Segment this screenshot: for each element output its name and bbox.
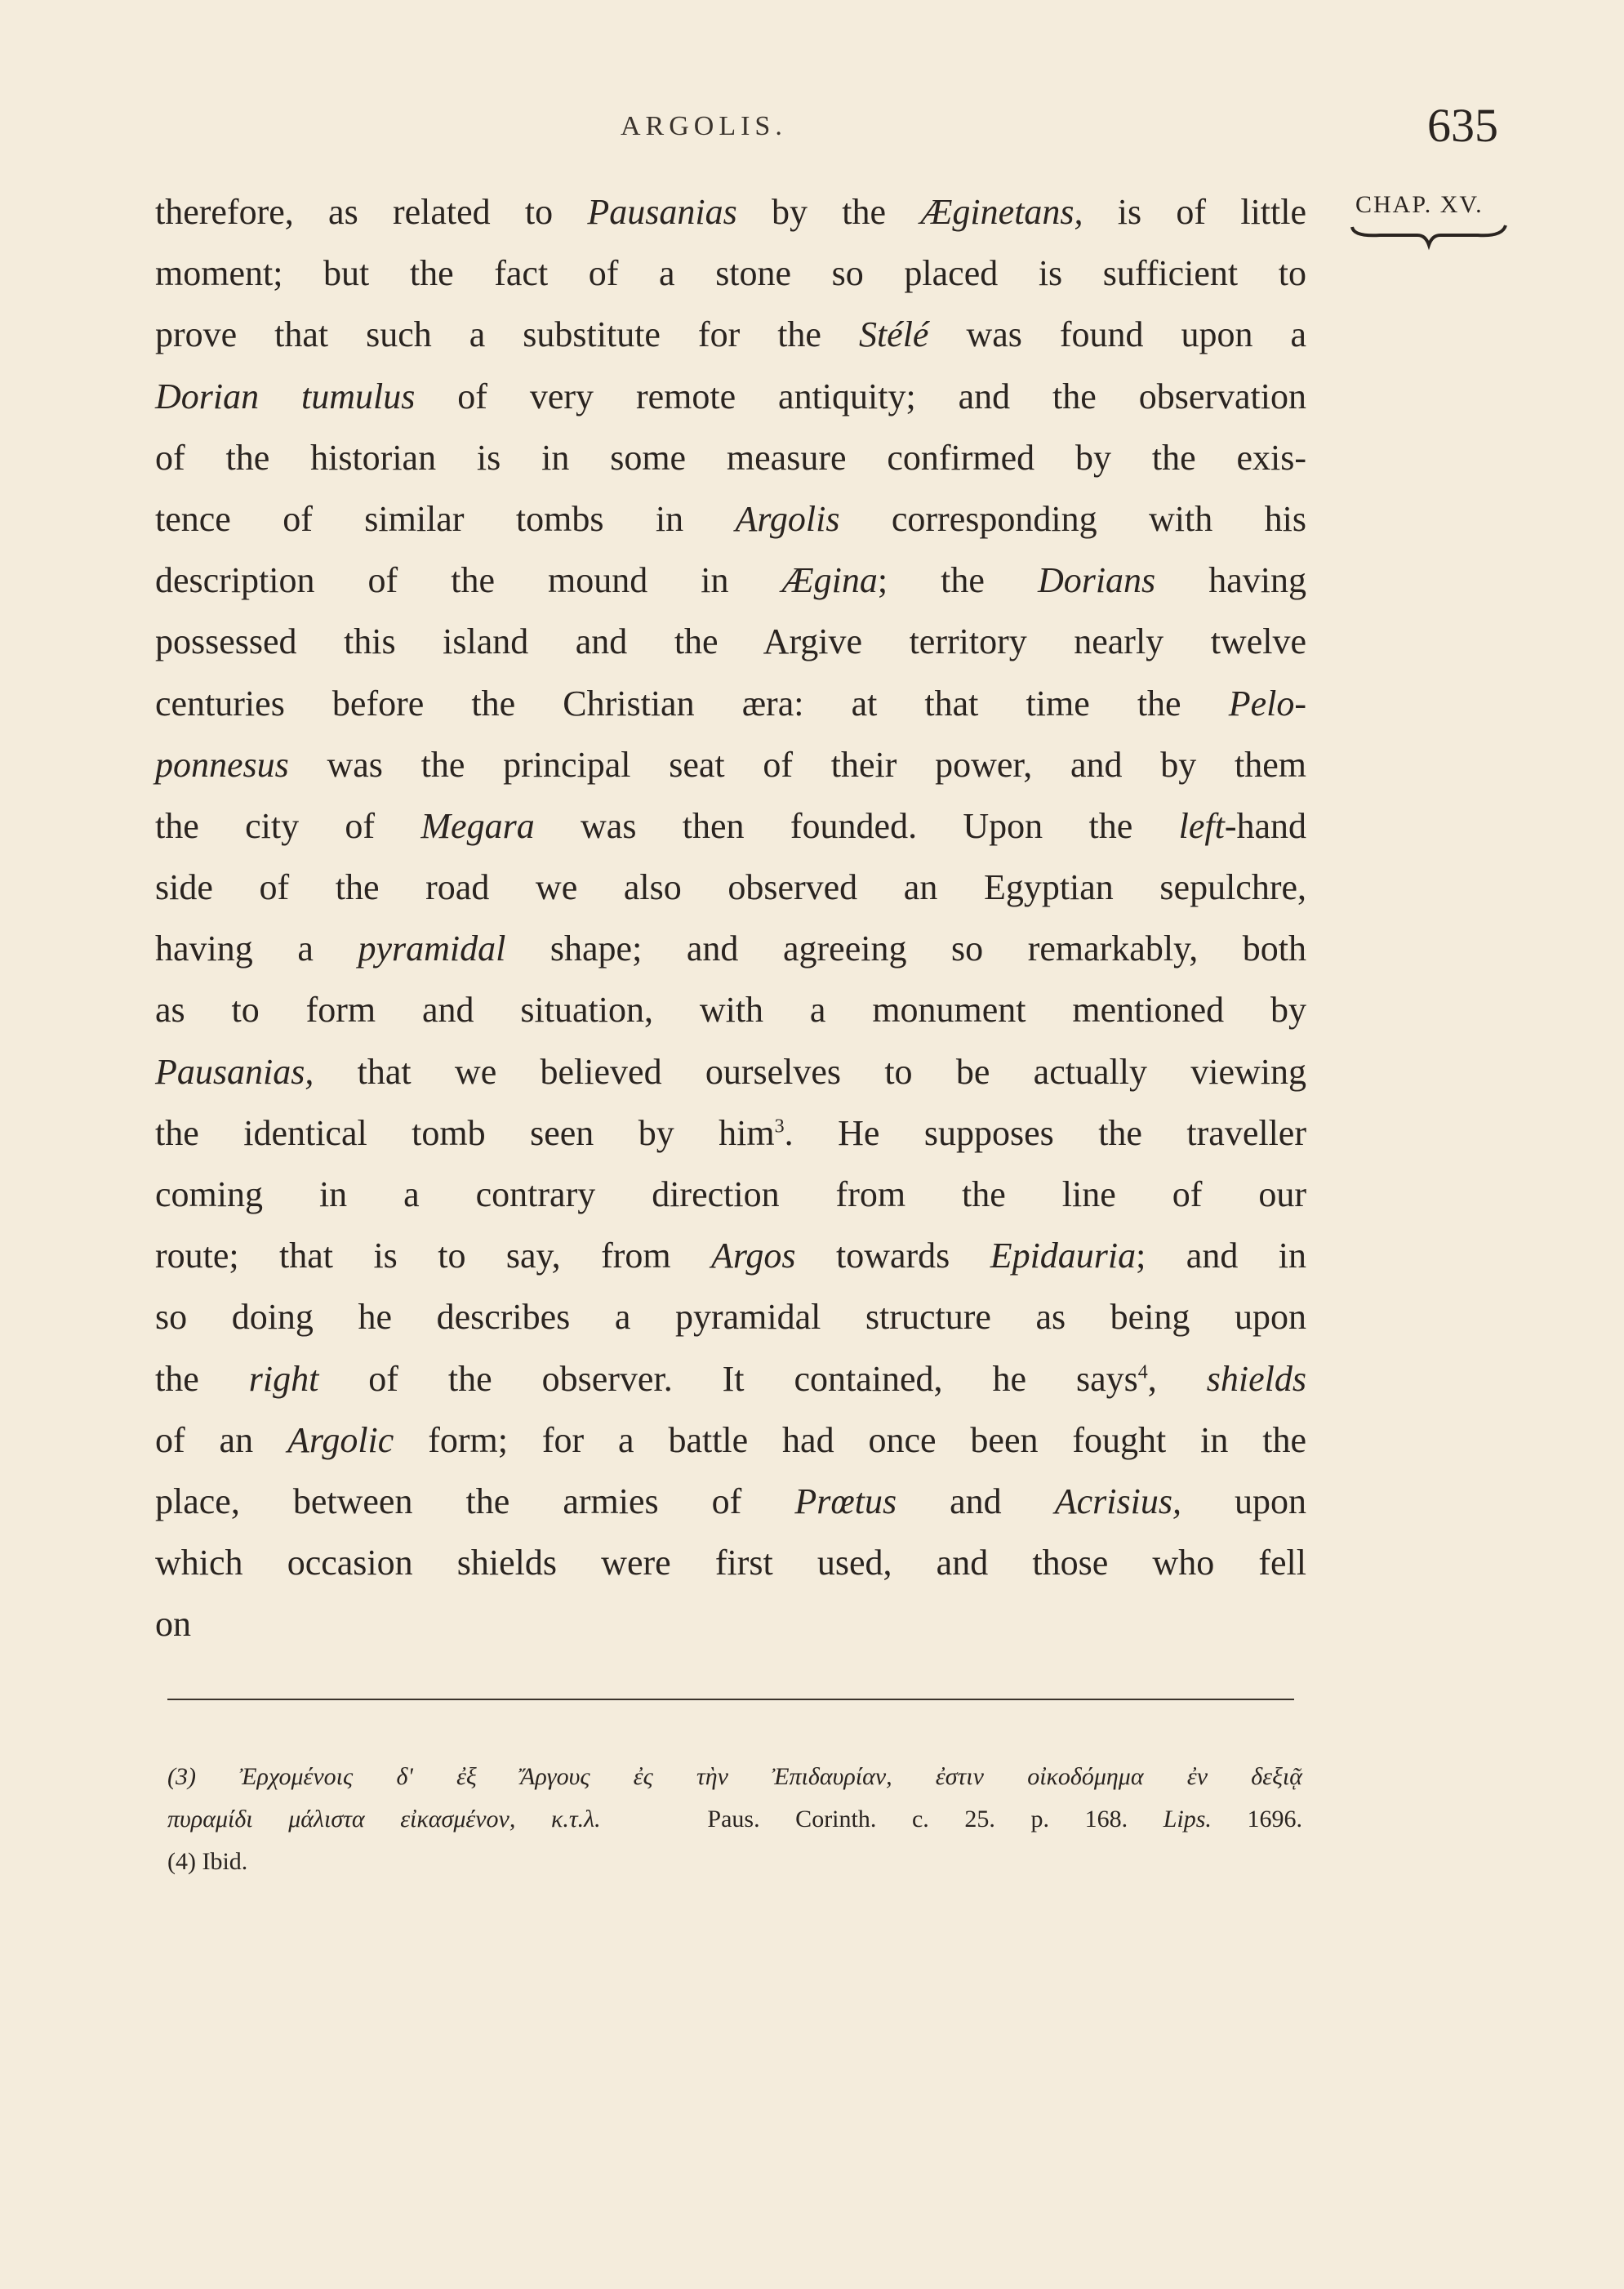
- text-run: shape; and agreeing so remarkably, both: [505, 929, 1306, 969]
- text-run: therefore, as related to: [155, 192, 588, 232]
- body-text: [155, 181, 1306, 1655]
- text-run: which occasion shields were first used, and those who fell: [155, 1543, 1306, 1583]
- text-run: on: [155, 1604, 191, 1645]
- footnote-3-greek: πυραμίδι μάλιστα εἰκασμένον, κ.τ.λ.: [167, 1806, 601, 1833]
- text-line: [155, 181, 1306, 243]
- text-run: Pelo-: [1228, 683, 1306, 724]
- text-run: place, between the armies of: [155, 1481, 795, 1521]
- text-line: [155, 1532, 1306, 1593]
- footnote-3-reference: Paus. Corinth. c. 25. p. 168.: [707, 1806, 1128, 1833]
- text-line: [155, 611, 1306, 672]
- text-run: was found upon a: [928, 314, 1307, 355]
- text-line: [155, 243, 1306, 304]
- text-run: by the: [736, 192, 921, 232]
- text-line: [155, 366, 1306, 427]
- footnote-3-line-1: (3) Ἐρχομένοις δ' ἐξ Ἄργους ἐς τὴν Ἐπιδαυρίαν, ἐστιν οἰκοδόμημα ἐν δεξιᾷ: [167, 1763, 1302, 1790]
- text-run: . He supposes the traveller: [784, 1112, 1306, 1153]
- text-run: Dorian tumulus: [155, 376, 416, 416]
- text-line: [155, 427, 1306, 488]
- text-run: Epidauria: [990, 1236, 1137, 1276]
- text-run: was then founded. Upon the: [534, 805, 1179, 846]
- text-line: [155, 795, 1306, 857]
- footnotes: [167, 1756, 1302, 1883]
- footnote-marker: 4: [1137, 1360, 1148, 1383]
- footnote-3-line-2: [167, 1798, 1302, 1841]
- text-run: of an: [155, 1419, 287, 1460]
- text-run: that we believed ourselves to be actually viewing: [314, 1051, 1306, 1092]
- text-run: description of the mound in: [155, 560, 782, 601]
- text-run: shields: [1206, 1358, 1307, 1399]
- text-line: [155, 1409, 1306, 1471]
- text-run: ,: [1147, 1358, 1207, 1399]
- footnote-4: (4) Ibid.: [167, 1848, 248, 1875]
- text-run: ponnesus: [155, 744, 289, 785]
- text-run: Argos: [711, 1236, 796, 1276]
- footnote-rule: [167, 1699, 1294, 1700]
- chapter-sidenote: CHAP. XV.: [1355, 191, 1484, 218]
- text-run: ; and in: [1136, 1236, 1306, 1276]
- text-line: [155, 1593, 1306, 1654]
- text-run: moment; but the fact of a stone so placed is sufficient to: [155, 253, 1306, 294]
- text-run: having: [1155, 560, 1306, 601]
- text-run: prove that such a substitute for the: [155, 314, 859, 355]
- text-line: [155, 918, 1306, 979]
- text-run: coming in a contrary direction from the line of our: [155, 1174, 1306, 1214]
- text-run: left: [1178, 805, 1225, 846]
- text-line: [155, 1348, 1306, 1409]
- text-run: so doing he describes a pyramidal structure as being upon: [155, 1297, 1306, 1338]
- text-run: side of the road we also observed an Egyptian sepulchre,: [155, 867, 1306, 908]
- text-run: corresponding with his: [839, 498, 1306, 539]
- text-run: of the historian is in some measure confirmed by the exis-: [155, 437, 1306, 478]
- footnote-3-place: Lips.: [1163, 1806, 1212, 1833]
- text-line: [155, 1102, 1306, 1164]
- text-run: and: [897, 1481, 1055, 1521]
- text-line: [155, 1471, 1306, 1532]
- text-line: [155, 734, 1306, 795]
- text-run: Megara: [420, 805, 535, 846]
- text-run: of the observer. It contained, he says: [318, 1358, 1138, 1399]
- text-run: Stélé: [858, 314, 929, 355]
- text-run: Argolis: [735, 498, 840, 539]
- text-run: tence of similar tombs in: [155, 498, 736, 539]
- text-line: [155, 857, 1306, 918]
- text-run: Prœtus: [794, 1481, 897, 1521]
- text-run: the city of: [155, 805, 421, 846]
- text-run: having a: [155, 929, 358, 969]
- text-line: [155, 1041, 1306, 1102]
- page-number: 635: [1427, 99, 1498, 152]
- text-line: [155, 1164, 1306, 1225]
- text-run: Pausanias: [587, 192, 737, 232]
- text-run: Æginetans,: [920, 192, 1083, 232]
- text-run: upon: [1181, 1481, 1307, 1521]
- brace-ornament: [1347, 220, 1511, 253]
- text-run: Pausanias,: [155, 1051, 314, 1092]
- text-run: right: [248, 1358, 319, 1399]
- text-run: -hand: [1224, 805, 1306, 846]
- text-run: form; for a battle had once been fought in the: [394, 1419, 1306, 1460]
- text-run: route; that is to say, from: [155, 1236, 712, 1276]
- text-line: [155, 550, 1306, 611]
- text-run: pyramidal: [358, 929, 506, 969]
- text-run: as to form and situation, with a monument mentioned by: [155, 990, 1306, 1031]
- text-run: centuries before the Christian æra: at that time the: [155, 683, 1229, 724]
- text-run: the: [155, 1358, 249, 1399]
- text-run: possessed this island and the Argive territory nearly twelve: [155, 621, 1306, 662]
- text-line: [155, 488, 1306, 550]
- footnote-3-year: 1696.: [1247, 1806, 1303, 1833]
- running-head: ARGOLIS.: [621, 111, 787, 141]
- text-line: [155, 1286, 1306, 1347]
- text-run: is of little: [1083, 192, 1306, 232]
- text-line: [155, 1225, 1306, 1286]
- text-line: [155, 304, 1306, 365]
- text-run: of very remote antiquity; and the observation: [415, 376, 1306, 416]
- text-line: [155, 673, 1306, 734]
- footnote-marker: 3: [774, 1116, 785, 1138]
- text-run: ; the: [877, 560, 1038, 601]
- text-run: towards: [795, 1236, 990, 1276]
- text-run: Acrisius,: [1054, 1481, 1181, 1521]
- text-run: Argolic: [287, 1419, 394, 1460]
- text-run: Dorians: [1037, 560, 1156, 601]
- text-run: the identical tomb seen by him: [155, 1112, 775, 1153]
- text-run: Ægina: [781, 560, 878, 601]
- text-run: was the principal seat of their power, and by them: [288, 744, 1306, 785]
- text-line: [155, 979, 1306, 1040]
